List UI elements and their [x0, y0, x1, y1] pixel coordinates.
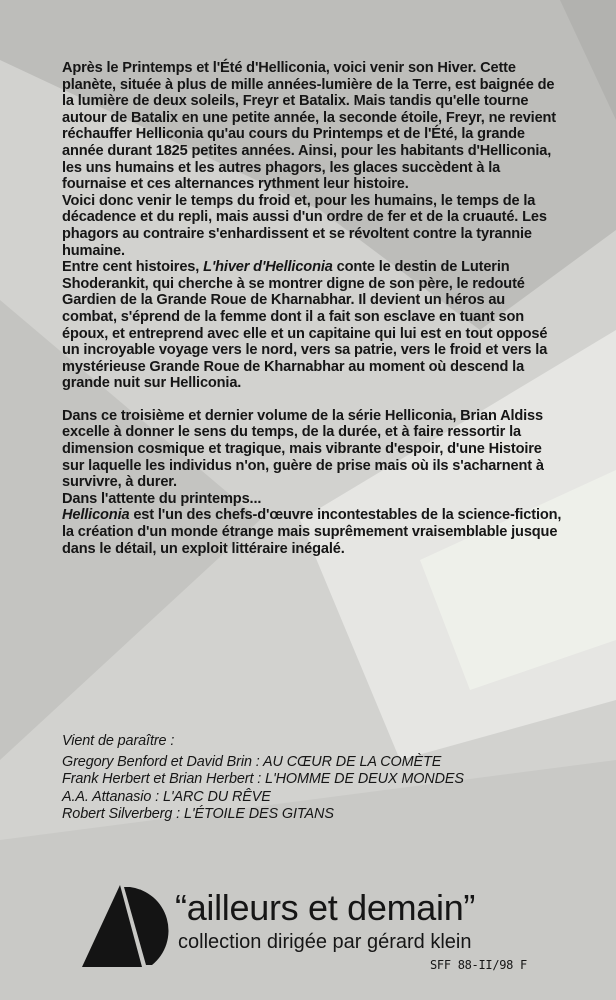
- blurb-paragraph: Voici donc venir le temps du froid et, pour les humains, le temps de la décadence et du repli, mais aussi d'un ordre de fer et de la cruauté. Les phagors au contraire s'enhardissent et se révoltent contre la tyrannie humaine.: [62, 192, 547, 259]
- blurb-text: conte le destin de Luterin Shoderankit, qui cherche à se montrer digne de son père, le redouté Gardien de la Grande Roue de Kharnabhar. Il devient un héros au combat, s'éprend de la femme dont il a fait son esclave en tuant son époux, et entreprend avec elle et un capitaine qui lui est en tout opposé un incroyable voyage vers le nord, vers sa patrie, vers le froid et vers la mystérieuse Grande Roue de Kharnabhar au moment où descend la grande nuit sur Helliconia.: [62, 259, 548, 392]
- recent-release-item: A.A. Attanasio : L'ARC DU RÊVE: [62, 788, 271, 805]
- collection-subtitle: collection dirigée par gérard klein: [178, 931, 472, 953]
- blurb-text: est l'un des chefs-d'œuvre incontestables de la science-fiction, la création d'un monde étrange mais suprêmement vraisemblable jusque dans le détail, un exploit littéraire inégalé.: [62, 507, 562, 557]
- blurb-paragraph: [62, 507, 562, 557]
- blurb-paragraph: Dans l'attente du printemps...: [62, 490, 262, 507]
- blurb-paragraph: [62, 259, 562, 392]
- recent-release-item: Frank Herbert et Brian Herbert : L'HOMME DE DEUX MONDES: [62, 771, 464, 787]
- recent-releases: [62, 733, 582, 824]
- book-title: L'hiver d'Helliconia: [203, 259, 333, 276]
- blurb-paragraph: Après le Printemps et l'Été d'Helliconia, voici venir son Hiver. Cette planète, située à plus de mille années-lumière de la Terre, est baignée de la lumière de deux soleils, Freyr et Batalix. Mais tandis qu'elle tourne autour de Batalix en une petite année, la seconde étoile, Freyr, ne revient réchauffer Helliconia qu'au cours du Printemps et de l'Été, la grande année durant 1825 petites années. Ainsi, pour les habitants d'Helliconia, les uns humains et les autres phagors, les glaces succèdent à la fournaise et ces alternances rythment leur histoire.: [62, 60, 557, 193]
- blurb-text: Entre cent histoires,: [62, 259, 204, 276]
- recent-releases-heading: Vient de paraître :: [62, 733, 175, 749]
- recent-release-item: Robert Silverberg : L'ÉTOILE DES GITANS: [62, 806, 334, 822]
- recent-release-item: Gregory Benford et David Brin : AU CŒUR DE LA COMÈTE: [62, 753, 442, 770]
- collection-logo-icon: [82, 885, 176, 967]
- blurb-paragraph: Dans ce troisième et dernier volume de la série Helliconia, Brian Aldiss excelle à donner le sens du temps, de la durée, et à faire ressortir la dimension cosmique et tragique, mais vibrante d'espoir, d'une Histoire sur laquelle les individus n'on, guère de prise mais où ils s'acharnent à survivre, à durer.: [62, 407, 544, 491]
- back-cover-blurb: [62, 60, 562, 557]
- price-code: SFF 88-II/98 F: [430, 958, 527, 972]
- collection-name: “ailleurs et demain”: [175, 887, 476, 928]
- series-title: Helliconia: [62, 507, 130, 524]
